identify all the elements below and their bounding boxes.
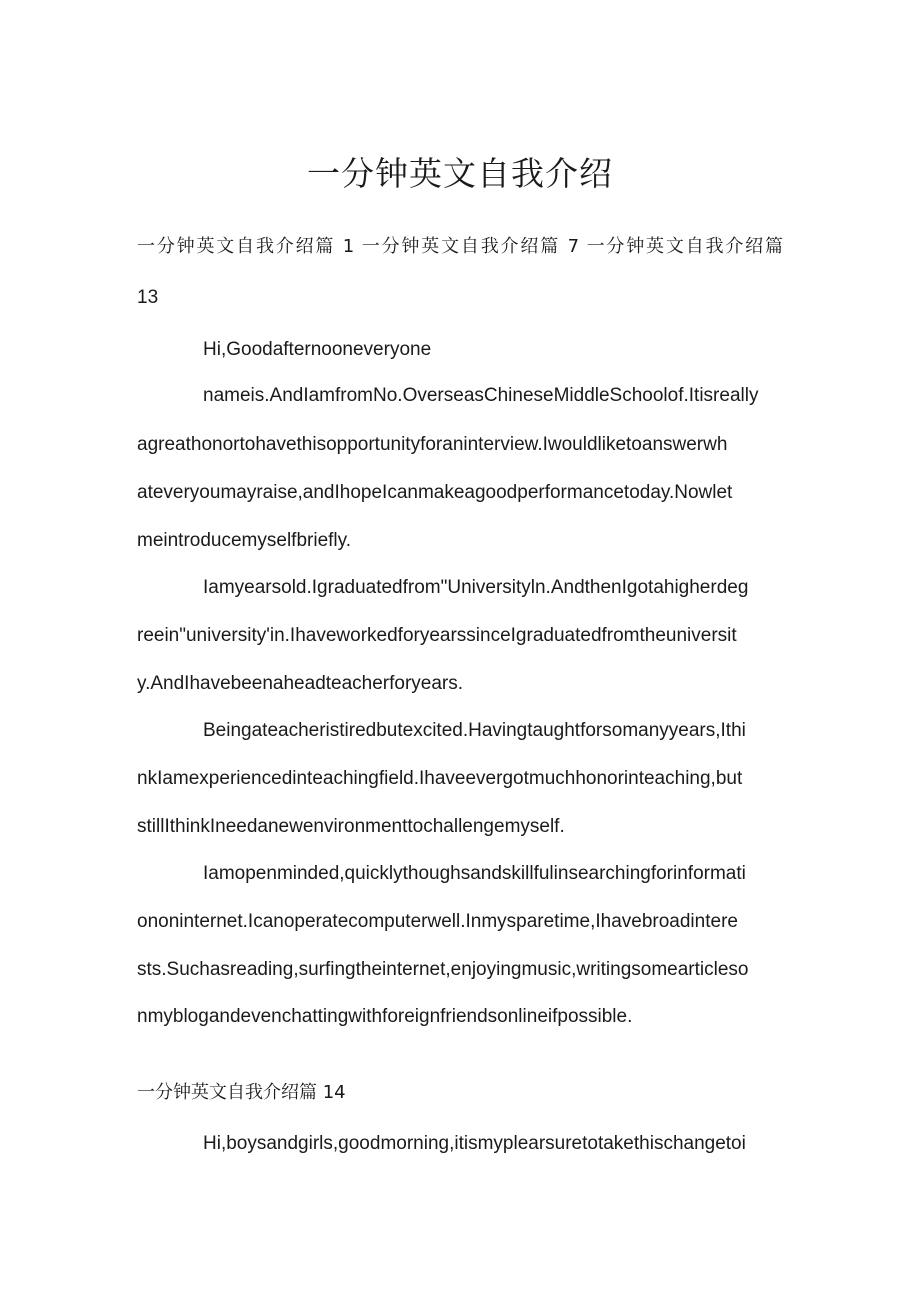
paragraph-line: nkIamexperiencedinteachingfield.Ihaveevergotmuchhonorinteaching,but bbox=[137, 768, 743, 789]
heading-line: 一分钟英文自我介绍篇 1 一分钟英文自我介绍篇 7 一分钟英文自我介绍篇 bbox=[137, 236, 783, 257]
heading-line-continued: 13 bbox=[137, 287, 159, 308]
paragraph-line: reein"university'in.IhaveworkedforyearssinceIgraduatedfromtheuniversit bbox=[137, 625, 737, 646]
paragraph-line: stillIthinkIneedanewenvironmenttochallengemyself. bbox=[137, 816, 565, 837]
section-heading: 一分钟英文自我介绍篇 14 bbox=[137, 1082, 346, 1103]
paragraph-line: Hi,boysandgirls,goodmorning,itismyplearsuretotakethischangetoi bbox=[203, 1133, 746, 1154]
paragraph-line: ateveryoumayraise,andIhopeIcanmakeagoodperformancetoday.Nowlet bbox=[137, 482, 733, 503]
paragraph-line: Hi,Goodafternooneveryone bbox=[203, 339, 432, 360]
paragraph-line: Iamopenminded,quicklythoughsandskillfulinsearchingforinformati bbox=[203, 863, 746, 884]
paragraph-line: meintroducemyselfbriefly. bbox=[137, 530, 352, 551]
paragraph-line: sts.Suchasreading,surfingtheinternet,enjoyingmusic,writingsomearticleso bbox=[137, 959, 749, 980]
paragraph-line: nameis.AndIamfromNo.OverseasChineseMiddleSchoolof.Itisreally bbox=[203, 385, 759, 406]
paragraph-line: ononinternet.Icanoperatecomputerwell.Inmysparetime,Ihavebroadintere bbox=[137, 911, 738, 932]
paragraph-line: Iamyearsold.Igraduatedfrom"Universityln.AndthenIgotahigherdeg bbox=[203, 577, 749, 598]
paragraph-line: Beingateacheristiredbutexcited.Havingtaughtforsomanyyears,Ithi bbox=[203, 720, 746, 741]
paragraph-line: nmyblogandevenchattingwithforeignfriendsonlineifpossible. bbox=[137, 1006, 633, 1027]
paragraph-line: agreathonortohavethisopportunityforaninterview.Iwouldliketoanswerwh bbox=[137, 434, 728, 455]
document-title: 一分钟英文自我介绍 bbox=[307, 154, 613, 193]
paragraph-line: y.AndIhavebeenaheadteacherforyears. bbox=[137, 673, 464, 694]
